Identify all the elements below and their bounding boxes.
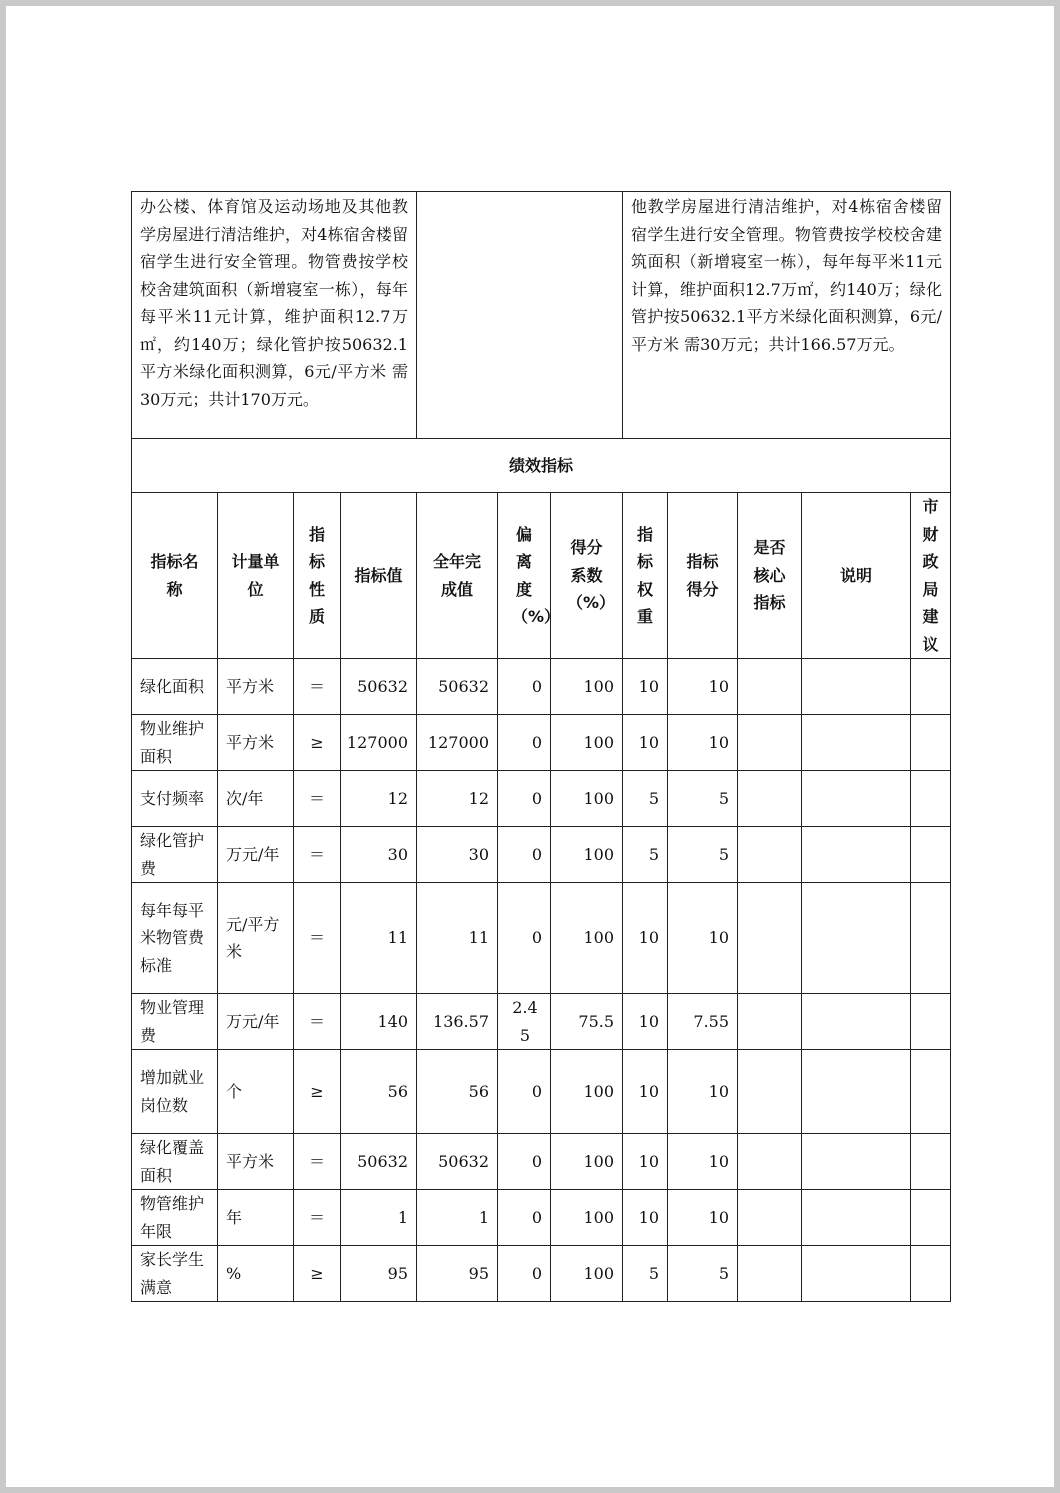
indicator-name-cell: 物业维护面积 <box>132 715 218 771</box>
note-cell <box>802 771 911 827</box>
actual-value-cell: 95 <box>417 1246 498 1302</box>
header-score: 指标得分 <box>668 493 738 659</box>
indicator-name-cell: 绿化覆盖面积 <box>132 1134 218 1190</box>
suggestion-cell <box>911 771 951 827</box>
document-page <box>6 6 1054 1487</box>
actual-value-cell: 56 <box>417 1050 498 1134</box>
deviation-cell: 0 <box>498 771 551 827</box>
table-row <box>132 659 951 715</box>
weight-cell: 10 <box>623 1190 668 1246</box>
actual-value-cell: 50632 <box>417 659 498 715</box>
weight-cell: 10 <box>623 659 668 715</box>
unit-cell: 平方米 <box>218 1134 294 1190</box>
unit-cell: 平方米 <box>218 715 294 771</box>
deviation-cell: 0 <box>498 1134 551 1190</box>
target-value-cell: 50632 <box>341 659 417 715</box>
suggestion-cell <box>911 1134 951 1190</box>
header-coefficient: 得分系数（%） <box>551 493 623 659</box>
unit-cell: 年 <box>218 1190 294 1246</box>
suggestion-cell <box>911 659 951 715</box>
target-value-cell: 95 <box>341 1246 417 1302</box>
table-row <box>132 994 951 1050</box>
core-indicator-cell <box>738 1246 802 1302</box>
table-row <box>132 827 951 883</box>
target-value-cell: 127000 <box>341 715 417 771</box>
weight-cell: 5 <box>623 1246 668 1302</box>
deviation-cell: 0 <box>498 1050 551 1134</box>
description-row <box>132 192 951 439</box>
unit-cell: 万元/年 <box>218 827 294 883</box>
coefficient-cell: 100 <box>551 883 623 994</box>
note-cell <box>802 883 911 994</box>
weight-cell: 10 <box>623 1134 668 1190</box>
nature-cell: ＝ <box>294 1134 341 1190</box>
note-cell <box>802 1246 911 1302</box>
deviation-cell: 0 <box>498 659 551 715</box>
indicator-name-cell: 物管维护年限 <box>132 1190 218 1246</box>
note-cell <box>802 659 911 715</box>
score-cell: 5 <box>668 827 738 883</box>
description-right-cell: 他教学房屋进行清洁维护，对4栋宿舍楼留宿学生进行安全管理。物管费按学校校舍建筑面积（新增寝室一栋），每年每平米11元计算，维护面积12.7万㎡，约140万；绿化管护按50632.1平方米绿化面积测算，6元/平方米 需30万元；共计166.57万元。 <box>623 192 951 439</box>
header-target: 指标值 <box>341 493 417 659</box>
table-row <box>132 1190 951 1246</box>
suggestion-cell <box>911 994 951 1050</box>
score-cell: 10 <box>668 1190 738 1246</box>
section-header-row <box>132 439 951 493</box>
coefficient-cell: 100 <box>551 771 623 827</box>
core-indicator-cell <box>738 1134 802 1190</box>
nature-cell: ＝ <box>294 771 341 827</box>
unit-cell: 次/年 <box>218 771 294 827</box>
weight-cell: 10 <box>623 994 668 1050</box>
nature-cell: ＝ <box>294 827 341 883</box>
unit-cell: 平方米 <box>218 659 294 715</box>
unit-cell: % <box>218 1246 294 1302</box>
actual-value-cell: 11 <box>417 883 498 994</box>
table-row <box>132 1134 951 1190</box>
indicator-name-cell: 支付频率 <box>132 771 218 827</box>
score-cell: 10 <box>668 659 738 715</box>
note-cell <box>802 715 911 771</box>
note-cell <box>802 1050 911 1134</box>
indicator-name-cell: 绿化管护费 <box>132 827 218 883</box>
core-indicator-cell <box>738 1190 802 1246</box>
weight-cell: 10 <box>623 715 668 771</box>
deviation-cell: 2.45 <box>498 994 551 1050</box>
nature-cell: ＝ <box>294 883 341 994</box>
actual-value-cell: 136.57 <box>417 994 498 1050</box>
target-value-cell: 30 <box>341 827 417 883</box>
indicator-name-cell: 每年每平米物管费标准 <box>132 883 218 994</box>
note-cell <box>802 1190 911 1246</box>
indicator-name-cell: 物业管理费 <box>132 994 218 1050</box>
core-indicator-cell <box>738 883 802 994</box>
column-header-row <box>132 493 951 659</box>
core-indicator-cell <box>738 659 802 715</box>
core-indicator-cell <box>738 827 802 883</box>
nature-cell: ＝ <box>294 994 341 1050</box>
table-row <box>132 1246 951 1302</box>
weight-cell: 10 <box>623 883 668 994</box>
coefficient-cell: 100 <box>551 1190 623 1246</box>
suggestion-cell <box>911 1190 951 1246</box>
table-row <box>132 715 951 771</box>
unit-cell: 个 <box>218 1050 294 1134</box>
coefficient-cell: 100 <box>551 715 623 771</box>
suggestion-cell <box>911 827 951 883</box>
actual-value-cell: 50632 <box>417 1134 498 1190</box>
actual-value-cell: 127000 <box>417 715 498 771</box>
target-value-cell: 50632 <box>341 1134 417 1190</box>
table-row <box>132 771 951 827</box>
header-name: 指标名称 <box>132 493 218 659</box>
target-value-cell: 1 <box>341 1190 417 1246</box>
indicator-name-cell: 增加就业岗位数 <box>132 1050 218 1134</box>
coefficient-cell: 75.5 <box>551 994 623 1050</box>
deviation-cell: 0 <box>498 1190 551 1246</box>
score-cell: 10 <box>668 883 738 994</box>
core-indicator-cell <box>738 1050 802 1134</box>
suggestion-cell <box>911 1246 951 1302</box>
nature-cell: ≥ <box>294 715 341 771</box>
header-nature: 指标性质 <box>294 493 341 659</box>
weight-cell: 5 <box>623 771 668 827</box>
score-cell: 5 <box>668 771 738 827</box>
coefficient-cell: 100 <box>551 659 623 715</box>
coefficient-cell: 100 <box>551 1246 623 1302</box>
note-cell <box>802 994 911 1050</box>
coefficient-cell: 100 <box>551 1134 623 1190</box>
header-deviation: 偏离度（%） <box>498 493 551 659</box>
unit-cell: 万元/年 <box>218 994 294 1050</box>
header-weight: 指标权重 <box>623 493 668 659</box>
performance-table <box>131 191 951 1302</box>
note-cell <box>802 827 911 883</box>
nature-cell: ≥ <box>294 1050 341 1134</box>
header-unit: 计量单位 <box>218 493 294 659</box>
weight-cell: 5 <box>623 827 668 883</box>
deviation-cell: 0 <box>498 883 551 994</box>
score-cell: 10 <box>668 1050 738 1134</box>
table-row <box>132 1050 951 1134</box>
coefficient-cell: 100 <box>551 827 623 883</box>
nature-cell: ≥ <box>294 1246 341 1302</box>
deviation-cell: 0 <box>498 715 551 771</box>
deviation-cell: 0 <box>498 1246 551 1302</box>
score-cell: 7.55 <box>668 994 738 1050</box>
weight-cell: 10 <box>623 1050 668 1134</box>
suggestion-cell <box>911 1050 951 1134</box>
score-cell: 10 <box>668 1134 738 1190</box>
unit-cell: 元/平方米 <box>218 883 294 994</box>
target-value-cell: 56 <box>341 1050 417 1134</box>
score-cell: 10 <box>668 715 738 771</box>
table-row <box>132 883 951 994</box>
header-suggestion: 市财政局建议 <box>911 493 951 659</box>
note-cell <box>802 1134 911 1190</box>
actual-value-cell: 12 <box>417 771 498 827</box>
header-note: 说明 <box>802 493 911 659</box>
actual-value-cell: 1 <box>417 1190 498 1246</box>
header-core: 是否核心指标 <box>738 493 802 659</box>
description-middle-cell <box>417 192 623 439</box>
core-indicator-cell <box>738 715 802 771</box>
indicator-name-cell: 家长学生满意 <box>132 1246 218 1302</box>
core-indicator-cell <box>738 771 802 827</box>
description-left-cell: 办公楼、体育馆及运动场地及其他教学房屋进行清洁维护，对4栋宿舍楼留宿学生进行安全管理。物管费按学校校舍建筑面积（新增寝室一栋），每年每平米11元计算，维护面积12.7万㎡，约140万；绿化管护按50632.1平方米绿化面积测算，6元/平方米 需30万元；共计170万元。 <box>132 192 417 439</box>
target-value-cell: 140 <box>341 994 417 1050</box>
suggestion-cell <box>911 715 951 771</box>
core-indicator-cell <box>738 994 802 1050</box>
coefficient-cell: 100 <box>551 1050 623 1134</box>
actual-value-cell: 30 <box>417 827 498 883</box>
target-value-cell: 11 <box>341 883 417 994</box>
score-cell: 5 <box>668 1246 738 1302</box>
header-actual: 全年完成值 <box>417 493 498 659</box>
nature-cell: ＝ <box>294 659 341 715</box>
section-title: 绩效指标 <box>132 439 951 493</box>
deviation-cell: 0 <box>498 827 551 883</box>
target-value-cell: 12 <box>341 771 417 827</box>
indicator-name-cell: 绿化面积 <box>132 659 218 715</box>
nature-cell: ＝ <box>294 1190 341 1246</box>
suggestion-cell <box>911 883 951 994</box>
